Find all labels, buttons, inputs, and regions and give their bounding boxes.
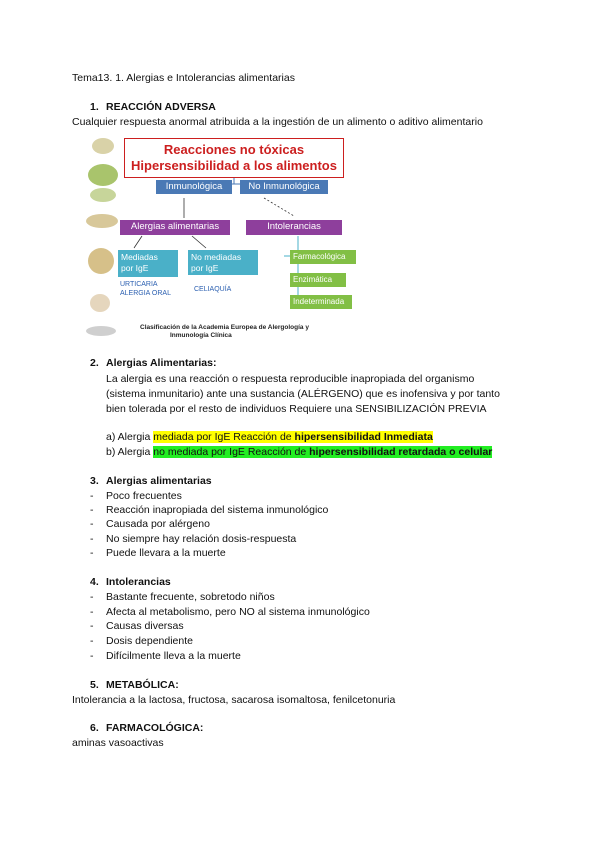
- allergy-b-highlight: no mediada por IgE Reacción de: [153, 446, 310, 458]
- section-title: Intolerancias: [106, 576, 171, 588]
- page-title: Tema13. 1. Alergias e Intolerancias alimentarias: [72, 72, 295, 84]
- mediadas-box: [118, 250, 178, 277]
- section-5-heading: [90, 679, 179, 691]
- section-2-line-2: (sistema inmunitario) ante una sustancia (ALÉRGENO) que es inofensiva y por tanto: [106, 388, 500, 400]
- list-item: - Causada por alérgeno: [90, 518, 210, 530]
- inmunologica-label: Inmunológica: [165, 181, 223, 192]
- list-item: - Puede llevara a la muerte: [90, 547, 226, 559]
- section-number: 4.: [90, 576, 99, 588]
- no-mediadas-label: No mediadas por IgE: [191, 252, 242, 273]
- section-3-heading: [90, 475, 212, 487]
- classification-diagram: [84, 134, 374, 346]
- section-1-text: Cualquier respuesta anormal atribuida a la ingestión de un alimento o aditivo alimentario: [72, 116, 483, 128]
- alergias-label: Alergias alimentarias: [130, 221, 220, 232]
- list-item: - No siempre hay relación dosis-respuesta: [90, 533, 297, 545]
- section-2-line-1: La alergia es una reacción o respuesta reproducible inapropiada del organismo: [106, 373, 475, 385]
- alergias-box: [120, 220, 230, 235]
- section-2-heading: [90, 357, 217, 369]
- list-item: - Dosis dependiente: [90, 635, 193, 647]
- diagram-connectors: [84, 134, 374, 346]
- farmacologica-label: Farmacológica: [293, 252, 346, 261]
- list-item: - Poco frecuentes: [90, 490, 182, 502]
- allergy-b-bold: hipersensibilidad retardada o celular: [309, 446, 493, 458]
- no-inmunologica-box: [240, 180, 328, 194]
- section-5-text: Intolerancia a la lactosa, fructosa, sacarosa isomaltosa, fenilcetonuria: [72, 694, 396, 706]
- section-title: Alergias alimentarias: [106, 475, 212, 487]
- mediadas-label: Mediadas por IgE: [121, 252, 158, 273]
- allergy-a-highlight: mediada por IgE Reacción de: [153, 431, 295, 443]
- allergy-type-a: [106, 431, 433, 443]
- section-number: 5.: [90, 679, 99, 691]
- allergy-b-prefix: b) Alergia: [106, 446, 154, 458]
- section-title: METABÓLICA:: [106, 679, 179, 691]
- list-item: - Causas diversas: [90, 620, 184, 632]
- section-title: REACCIÓN ADVERSA: [106, 101, 216, 113]
- list-item: - Bastante frecuente, sobretodo niños: [90, 591, 275, 603]
- diagram-caption-2: Inmunología Clínica: [170, 332, 232, 339]
- inmunologica-box: [156, 180, 232, 194]
- diagram-title-2: Hipersensibilidad a los alimentos: [131, 158, 337, 173]
- section-6-heading: [90, 722, 203, 734]
- indeterminada-box: [290, 295, 352, 309]
- diagram-title-1: Reacciones no tóxicas: [163, 142, 305, 157]
- section-title: Alergias Alimentarias:: [106, 357, 217, 369]
- intolerancias-box: [246, 220, 342, 235]
- section-title: FARMACOLÓGICA:: [106, 722, 204, 734]
- section-6-text: aminas vasoactivas: [72, 737, 164, 749]
- no-mediadas-box: [188, 250, 258, 275]
- urticaria-label: URTICARIA ALERGIA ORAL: [120, 281, 171, 297]
- allergy-type-b: [106, 446, 492, 458]
- section-number: 1.: [90, 101, 99, 113]
- section-1-heading: [90, 101, 216, 113]
- diagram-caption-1: Clasificación de la Academia Europea de Alergología y: [140, 324, 309, 331]
- list-item: - Difícilmente lleva a la muerte: [90, 650, 241, 662]
- celiaquia-label: CELIAQUÍA: [194, 286, 232, 293]
- no-inmunologica-label: No Inmunológica: [248, 181, 320, 192]
- section-number: 2.: [90, 357, 99, 369]
- list-item: - Afecta al metabolismo, pero NO al sistema inmunológico: [90, 606, 370, 618]
- enzimatica-box: [290, 273, 346, 287]
- indeterminada-label: Indeterminada: [293, 297, 345, 306]
- enzimatica-label: Enzimática: [293, 275, 333, 284]
- allergy-a-bold: hipersensibilidad Inmediata: [294, 431, 433, 443]
- farmacologica-box: [290, 250, 356, 264]
- allergy-a-prefix: a) Alergia: [106, 431, 154, 443]
- section-number: 6.: [90, 722, 99, 734]
- list-item: - Reacción inapropiada del sistema inmunológico: [90, 504, 329, 516]
- section-number: 3.: [90, 475, 99, 487]
- section-2-line-3: bien tolerada por el resto de individuos Requiere una SENSIBILIZACIÓN PREVIA: [106, 403, 487, 415]
- intolerancias-label: Intolerancias: [267, 221, 321, 232]
- section-4-heading: [90, 576, 171, 588]
